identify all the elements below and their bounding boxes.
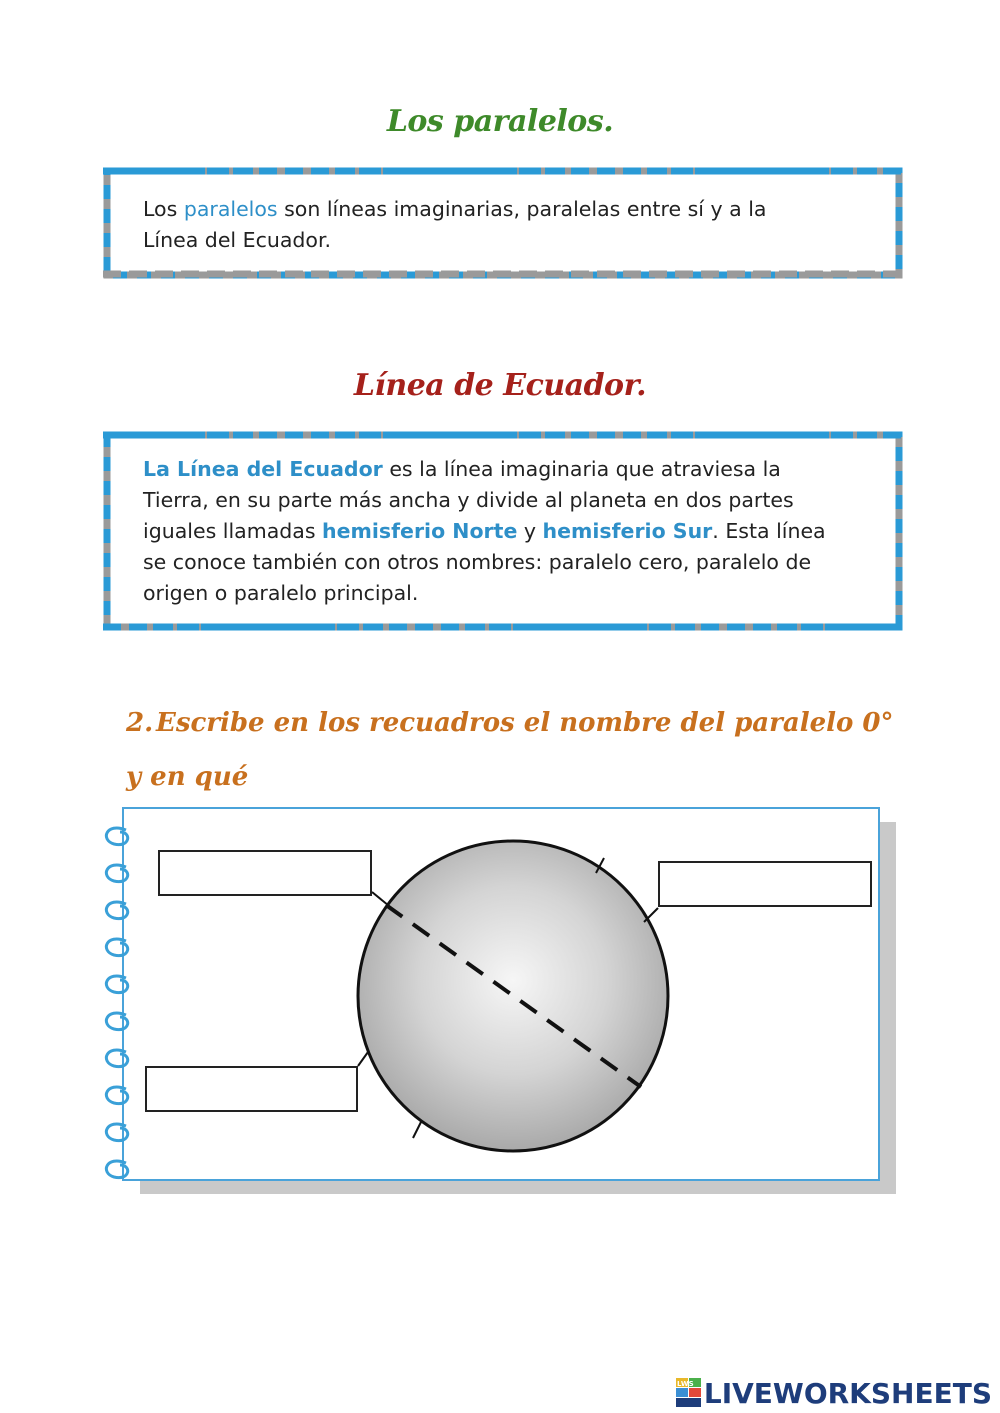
text-segment: . Esta línea — [712, 519, 826, 543]
definition-box-ecuador — [103, 430, 903, 632]
answer-box-top-left[interactable] — [158, 850, 372, 896]
text-segment: es la línea imaginaria que atraviesa la — [382, 457, 781, 481]
highlight-term: hemisferio Sur — [542, 519, 713, 543]
text-segment: y — [517, 519, 543, 543]
liveworksheets-logo — [676, 1376, 992, 1410]
definition-text — [143, 194, 883, 256]
definition-text — [143, 454, 893, 609]
definition-box-paralelos — [103, 166, 903, 279]
text-line: Línea del Ecuador. — [143, 228, 332, 252]
text-segment: son líneas imaginarias, paralelas entre sí y a la — [277, 197, 767, 221]
logo-mark-icon — [676, 1378, 702, 1408]
section-title-paralelos: Los paralelos. — [386, 104, 614, 139]
question-line: Escribe en los recuadros el nombre del paralelo 0° y en qué — [126, 708, 894, 792]
highlight-term: hemisferio Norte — [322, 519, 518, 543]
text-segment: iguales llamadas — [143, 519, 323, 543]
highlight-term: La Línea del Ecuador — [143, 457, 383, 481]
highlight-term: paralelos — [183, 197, 278, 221]
answer-box-top-right[interactable] — [658, 861, 872, 907]
globe — [358, 841, 668, 1151]
text-segment: Los — [143, 197, 184, 221]
text-line: Tierra, en su parte más ancha y divide al planeta en dos partes — [143, 488, 794, 512]
section-title-ecuador: Línea de Ecuador. — [353, 368, 647, 403]
answer-box-bottom-left[interactable] — [145, 1066, 358, 1112]
text-line: origen o paralelo principal. — [143, 581, 419, 605]
text-line: se conoce también con otros nombres: paralelo cero, paralelo de — [143, 550, 812, 574]
question-number: 2. — [126, 708, 154, 738]
logo-mark-letters: LWS — [676, 1380, 694, 1388]
logo-text: LIVEWORKSHEETS — [703, 1376, 992, 1410]
